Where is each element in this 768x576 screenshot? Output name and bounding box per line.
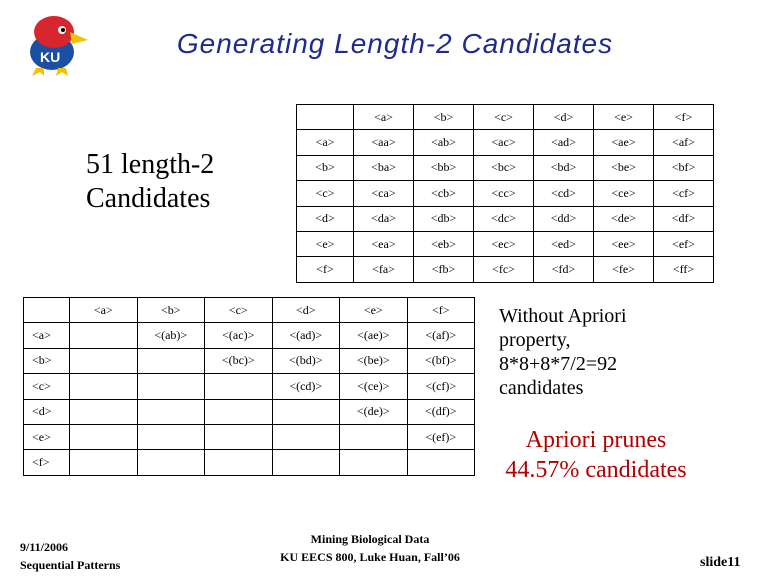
row-header: <b> <box>297 155 354 180</box>
footer-course-title: Mining Biological Data <box>310 532 430 546</box>
table-cell <box>272 399 340 424</box>
footer-center <box>250 530 490 566</box>
table-cell <box>70 399 138 424</box>
column-header: <d> <box>272 298 340 323</box>
table-cell <box>70 348 138 373</box>
table-cell: <(ef)> <box>407 424 475 449</box>
table-cell: <(bc)> <box>205 348 273 373</box>
column-header: <c> <box>474 105 534 130</box>
table-cell <box>137 374 205 399</box>
row-header: <d> <box>24 399 70 424</box>
table-cell: <ec> <box>474 231 534 256</box>
column-header: <e> <box>594 105 654 130</box>
column-header: <a> <box>354 105 414 130</box>
row-header: <c> <box>24 374 70 399</box>
sequence-pairs-table <box>296 104 714 283</box>
table-cell: <ee> <box>594 231 654 256</box>
footer-date: 9/11/2006 <box>20 540 69 554</box>
row-header: <d> <box>297 206 354 231</box>
table-cell: <ac> <box>474 130 534 155</box>
column-header: <f> <box>407 298 475 323</box>
table-cell: <(ad)> <box>272 323 340 348</box>
table-cell: <bf> <box>654 155 714 180</box>
table-cell <box>70 374 138 399</box>
table-cell: <ab> <box>414 130 474 155</box>
table-cell: <(bf)> <box>407 348 475 373</box>
table-cell: <cb> <box>414 181 474 206</box>
row-header: <f> <box>297 257 354 282</box>
table-cell: <ed> <box>534 231 594 256</box>
footer-left <box>20 538 120 574</box>
table-cell <box>407 450 475 475</box>
table-cell <box>70 450 138 475</box>
table-cell: <(df)> <box>407 399 475 424</box>
row-header: <e> <box>297 231 354 256</box>
table-cell: <(ae)> <box>340 323 408 348</box>
table-row <box>297 206 714 231</box>
table-cell: <bc> <box>474 155 534 180</box>
row-header: <c> <box>297 181 354 206</box>
table-cell: <cd> <box>534 181 594 206</box>
table-cell <box>205 374 273 399</box>
column-header: <a> <box>70 298 138 323</box>
table-cell: <be> <box>594 155 654 180</box>
footer-topic: Sequential Patterns <box>20 558 121 572</box>
column-header: <b> <box>137 298 205 323</box>
prune-line-1: Apriori prunes <box>525 427 667 453</box>
table-cell <box>70 323 138 348</box>
table-cell: <ba> <box>354 155 414 180</box>
table-cell <box>137 450 205 475</box>
table-row <box>297 231 714 256</box>
column-header: <b> <box>414 105 474 130</box>
note-line-1: Without Apriori <box>499 305 627 327</box>
note-line-4: candidates <box>499 377 584 399</box>
table-cell <box>137 399 205 424</box>
column-header: <e> <box>340 298 408 323</box>
table-cell: <ad> <box>534 130 594 155</box>
table-row <box>297 130 714 155</box>
table-cell <box>272 450 340 475</box>
slide-number: slide11 <box>700 555 741 570</box>
table-cell <box>205 424 273 449</box>
note-line-3: 8*8+8*7/2=92 <box>499 353 618 375</box>
table-cell: <ef> <box>654 231 714 256</box>
svg-text:KU: KU <box>40 49 61 65</box>
table-header-row <box>24 298 475 323</box>
column-header: <c> <box>205 298 273 323</box>
table-cell: <db> <box>414 206 474 231</box>
table-cell: <de> <box>594 206 654 231</box>
table-cell: <ae> <box>594 130 654 155</box>
table-cell: <fa> <box>354 257 414 282</box>
table-cell: <ce> <box>594 181 654 206</box>
table-cell: <dd> <box>534 206 594 231</box>
row-header: <b> <box>24 348 70 373</box>
table-cell: <ff> <box>654 257 714 282</box>
table-cell: <dc> <box>474 206 534 231</box>
table-cell <box>70 424 138 449</box>
table-cell: <ca> <box>354 181 414 206</box>
row-header: <f> <box>24 450 70 475</box>
table-cell: <(af)> <box>407 323 475 348</box>
jayhawk-logo-icon <box>14 10 88 76</box>
table-cell: <fd> <box>534 257 594 282</box>
table-cell: <ea> <box>354 231 414 256</box>
corner-cell <box>297 105 354 130</box>
table-cell: <bb> <box>414 155 474 180</box>
table-cell: <(cd)> <box>272 374 340 399</box>
candidate-count-line-2: Candidates <box>86 183 211 214</box>
apriori-prunes-note <box>486 425 706 485</box>
table-cell: <bd> <box>534 155 594 180</box>
table-cell: <fc> <box>474 257 534 282</box>
candidate-count-line-1: 51 length-2 <box>86 149 215 180</box>
row-header: <e> <box>24 424 70 449</box>
table-cell <box>272 424 340 449</box>
table-row <box>297 181 714 206</box>
table-cell: <(cf)> <box>407 374 475 399</box>
table-cell: <cf> <box>654 181 714 206</box>
table-row <box>297 155 714 180</box>
footer-course-info: KU EECS 800, Luke Huan, Fall’06 <box>280 550 460 564</box>
table-cell: <df> <box>654 206 714 231</box>
table-cell <box>205 450 273 475</box>
table-cell <box>137 348 205 373</box>
table-cell: <cc> <box>474 181 534 206</box>
table-cell: <fb> <box>414 257 474 282</box>
table-cell: <(bd)> <box>272 348 340 373</box>
table-row <box>24 374 475 399</box>
table-row <box>24 424 475 449</box>
table-cell <box>137 424 205 449</box>
slide-title: Generating Length-2 Candidates <box>176 28 614 59</box>
table-cell: <(de)> <box>340 399 408 424</box>
row-header: <a> <box>297 130 354 155</box>
table-cell: <(ac)> <box>205 323 273 348</box>
corner-cell <box>24 298 70 323</box>
table-cell: <(ab)> <box>137 323 205 348</box>
table-row <box>24 348 475 373</box>
table-cell: <da> <box>354 206 414 231</box>
table-row <box>297 257 714 282</box>
prune-line-2: 44.57% candidates <box>505 457 687 483</box>
table-cell <box>340 424 408 449</box>
table-cell: <fe> <box>594 257 654 282</box>
note-line-2: property, <box>499 329 571 351</box>
table-cell: <af> <box>654 130 714 155</box>
itemset-pairs-table <box>23 297 475 476</box>
table-row <box>24 450 475 475</box>
table-cell <box>340 450 408 475</box>
column-header: <d> <box>534 105 594 130</box>
table-cell: <(be)> <box>340 348 408 373</box>
without-apriori-note <box>499 304 627 400</box>
table-cell: <eb> <box>414 231 474 256</box>
column-header: <f> <box>654 105 714 130</box>
table-row <box>24 399 475 424</box>
table-header-row <box>297 105 714 130</box>
table-row <box>24 323 475 348</box>
table-cell <box>205 399 273 424</box>
table-cell: <aa> <box>354 130 414 155</box>
row-header: <a> <box>24 323 70 348</box>
candidate-count-label <box>86 148 214 216</box>
table-cell: <(ce)> <box>340 374 408 399</box>
